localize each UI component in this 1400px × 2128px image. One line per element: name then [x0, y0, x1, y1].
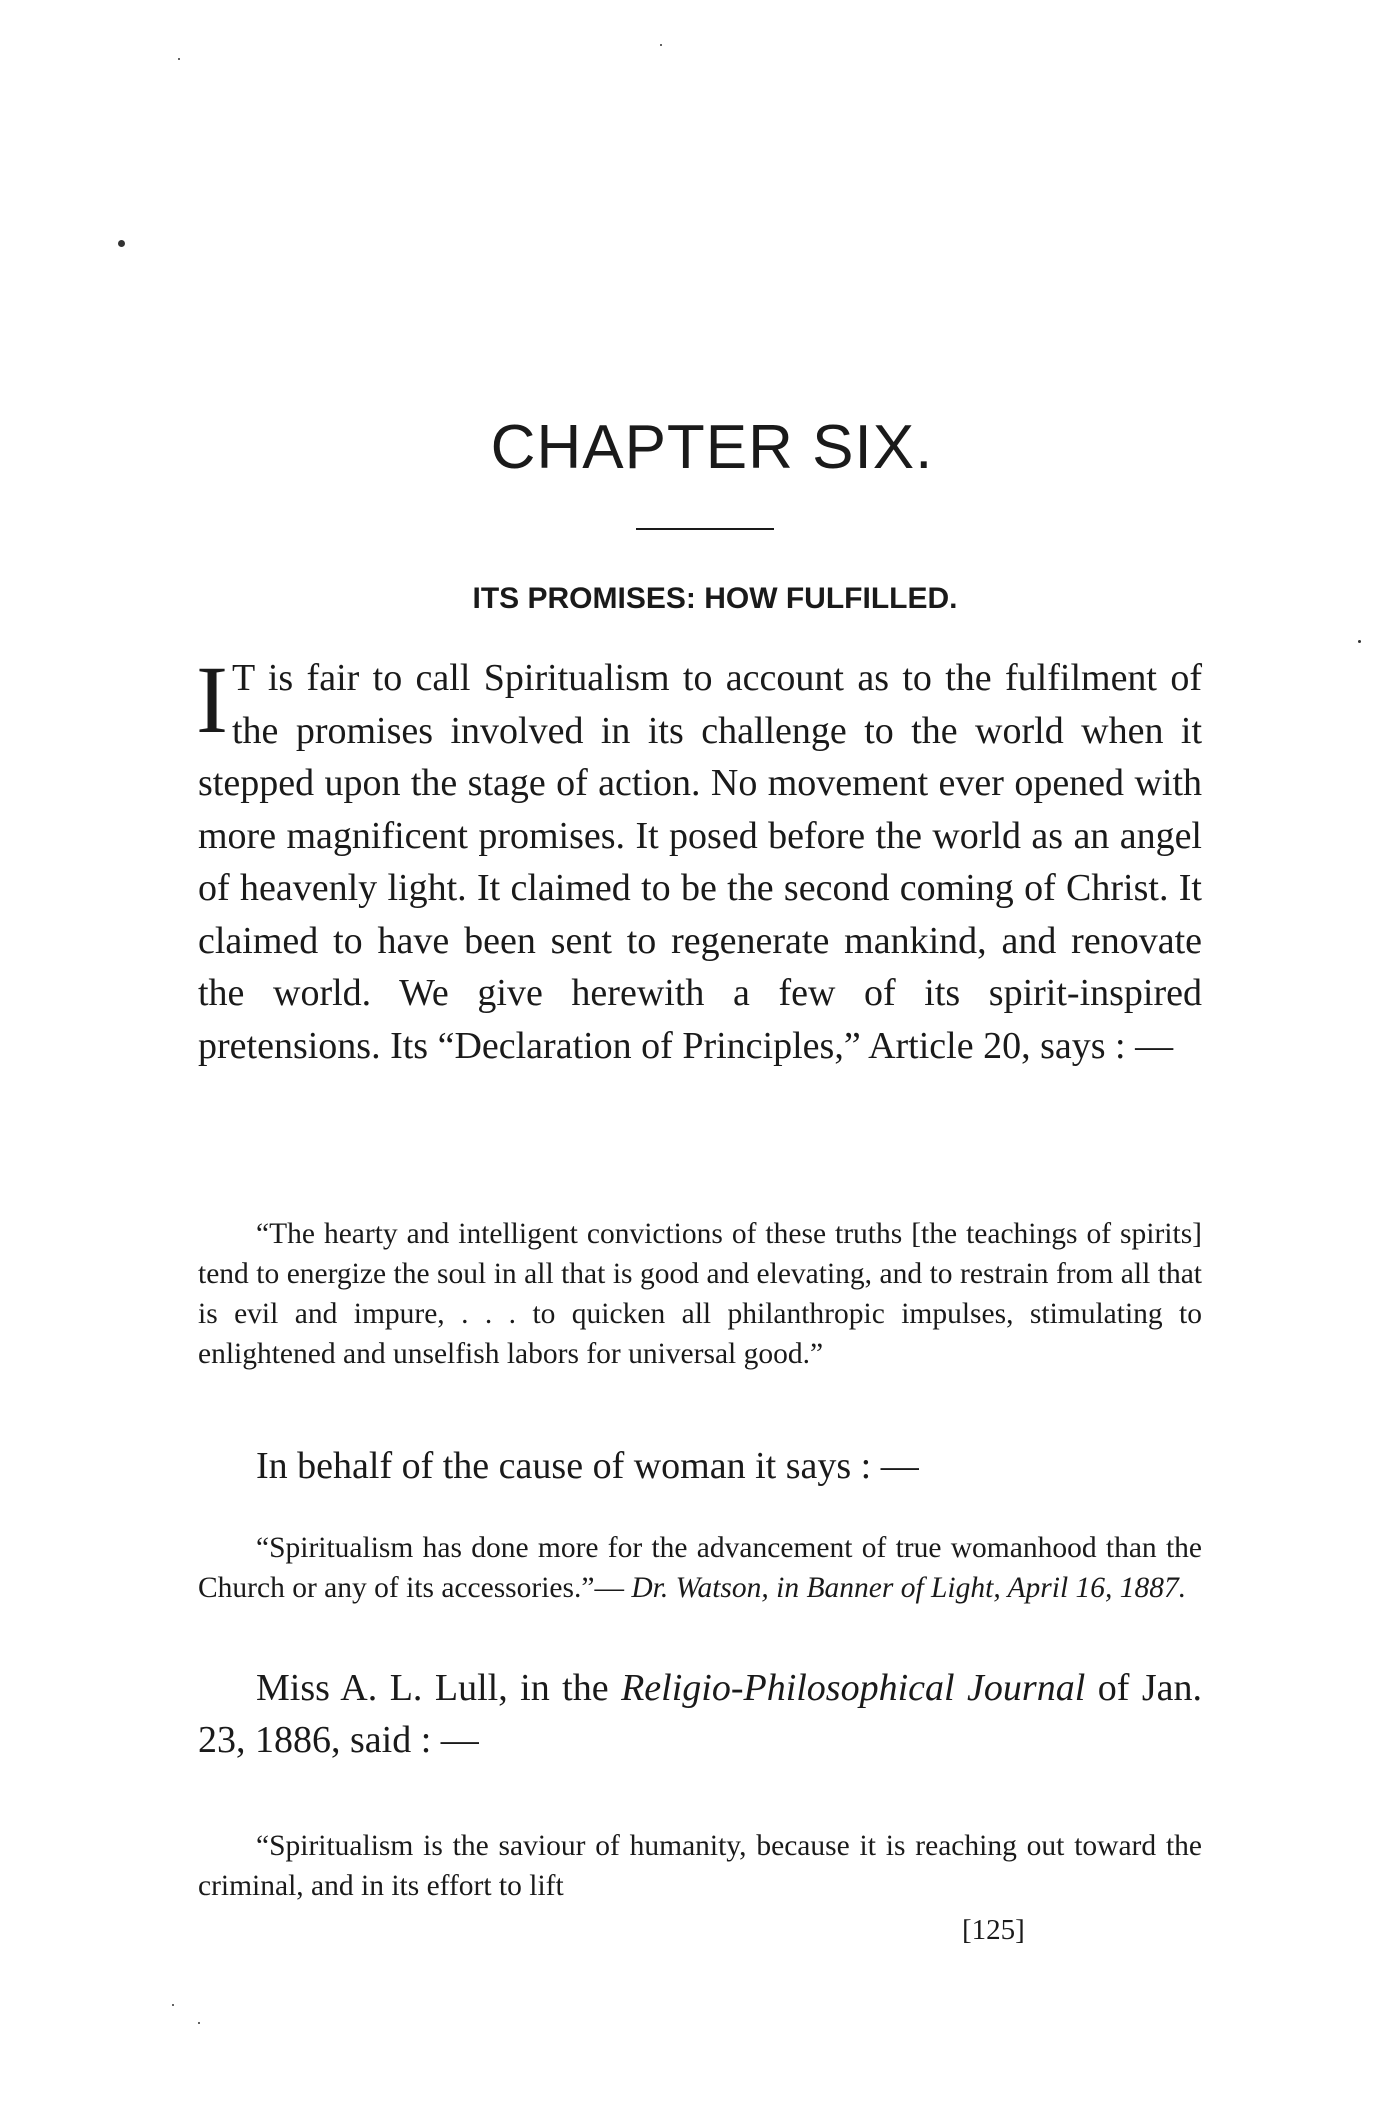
- chapter-title: CHAPTER SIX.: [490, 413, 934, 482]
- section-heading: ITS PROMISES: HOW FULFILLED.: [472, 582, 958, 615]
- lull-intro-suffix: of Jan. 23, 1886, said : —: [198, 1667, 1203, 1761]
- page-number: [125]: [962, 1914, 1025, 1946]
- woman-quote-text: “Spiritualism has done more for the advancement of true womanhood than the Church or any of its accessories.”—: [198, 1532, 1202, 1604]
- lull-quote: [198, 1826, 1202, 1906]
- ink-speck: [172, 2004, 174, 2006]
- lull-journal-title: Religio-Philosophical Journal: [621, 1667, 1086, 1709]
- lull-quote-text: “Spiritualism is the saviour of humanity, because it is reaching out toward the criminal, and in its effort to lift: [198, 1830, 1202, 1902]
- woman-intro: In behalf of the cause of woman it says : —: [256, 1445, 919, 1487]
- woman-quote-citation: Dr. Watson, in Banner of Light, April 16, 1887.: [631, 1572, 1187, 1604]
- ink-speck: [660, 44, 662, 46]
- principles-quote-text: “The hearty and intelligent convictions of these truths [the teachings of spirits] tend to energize the soul in all that is good and elevating, and to restrain from all that is evil and impure, . . . to quicken all philanthropic impulses, stimulating to enlightened and unselfish labors for universal good.”: [198, 1218, 1202, 1370]
- ink-speck: [118, 240, 125, 247]
- ink-speck: [1358, 640, 1361, 643]
- lull-intro-prefix: Miss A. L. Lull, in the: [256, 1667, 622, 1709]
- ink-speck: [178, 58, 180, 60]
- principles-quote: [198, 1214, 1202, 1374]
- ink-speck: [198, 2022, 200, 2024]
- drop-cap: I: [196, 646, 228, 753]
- opening-paragraph-text: T is fair to call Spiritualism to account as to the fulfilment of the promises involved in its challenge to the world when it stepped upon the stage of action. No movement ever opened with more magnificent promises. It posed before the world as an angel of heavenly light. It claimed to be the second coming of Christ. It claimed to have been sent to regenerate mankind, and renovate the world. We give herewith a few of its spirit-inspired pretensions. Its “Declaration of Principles,” Article 20, says : —: [198, 657, 1202, 1067]
- opening-paragraph: [196, 646, 1202, 1072]
- title-rule: [636, 528, 774, 530]
- lull-intro: [198, 1662, 1202, 1766]
- woman-quote: [198, 1528, 1202, 1608]
